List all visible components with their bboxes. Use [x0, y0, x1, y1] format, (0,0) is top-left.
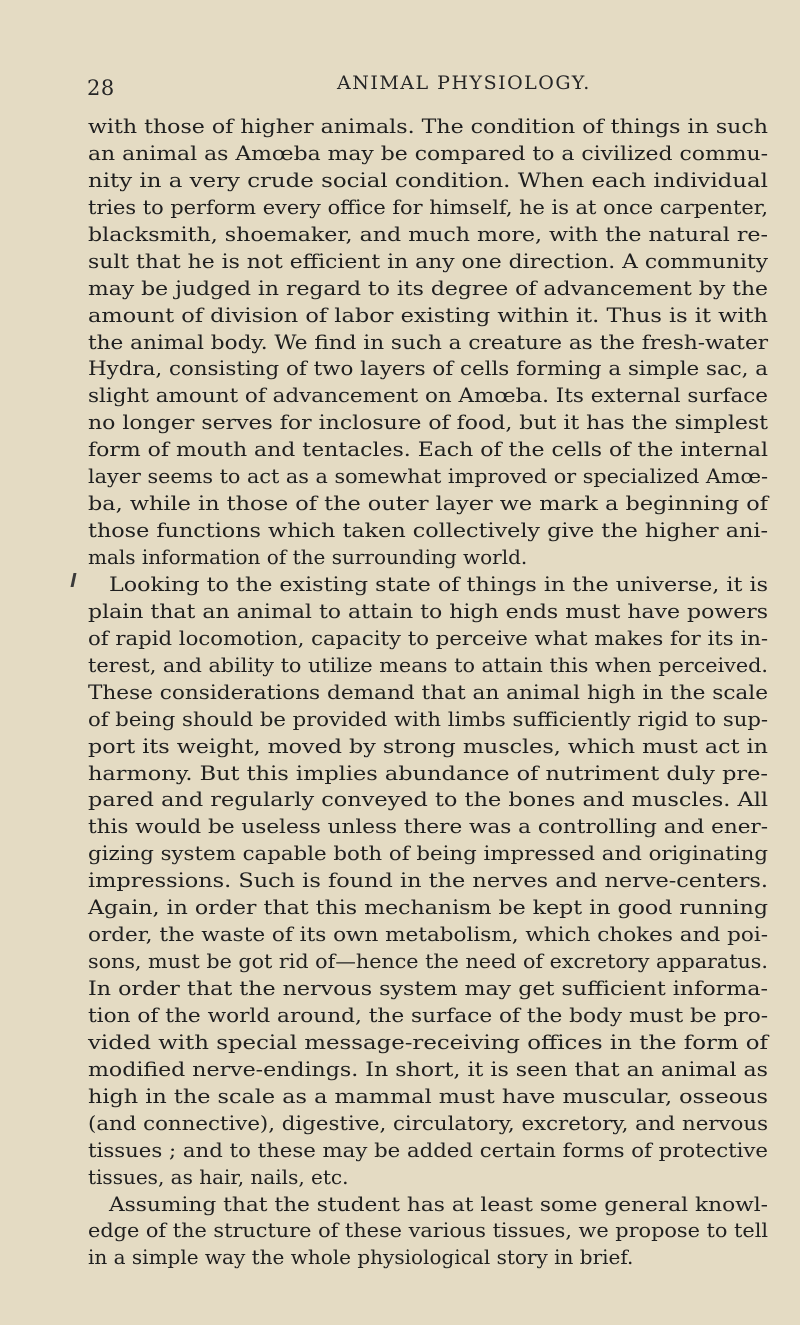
text-line-content: tissues ; and to these may be added certain forms of protective	[88, 1137, 768, 1162]
text-line	[88, 436, 768, 463]
text-line-content: those functions which taken collectively give the higher ani-	[88, 518, 769, 543]
text-line-content: Again, in order that this mechanism be kept in good running	[88, 895, 768, 920]
text-line-content: gizing system capable both of being impressed and originating	[88, 841, 768, 866]
text-line	[88, 625, 768, 652]
text-line-content: high in the scale as a mammal must have muscular, osseous	[88, 1083, 768, 1108]
text-line	[88, 598, 768, 625]
text-line	[88, 1217, 768, 1244]
text-line-content: In order that the nervous system may get sufficient informa-	[88, 976, 768, 1000]
text-line	[88, 894, 768, 921]
text-line	[88, 1029, 768, 1056]
text-line-content: an animal as Amœba may be compared to a civilized commu-	[88, 140, 768, 165]
text-line-content: the animal body. We find in such a creature as the fresh-water	[88, 329, 769, 354]
text-line	[88, 840, 768, 867]
text-line	[88, 1164, 768, 1191]
text-line-content: nity in a very crude social condition. When each individual	[88, 167, 768, 192]
text-line-content: harmony. But this implies abundance of nutriment duly pre-	[88, 760, 768, 785]
text-line-content: sons, must be got rid of—hence the need of excretory apparatus.	[88, 949, 768, 974]
text-line	[88, 921, 768, 948]
text-line	[88, 221, 768, 248]
text-line-content: sult that he is not efficient in any one direction. A community	[88, 248, 769, 273]
text-line	[88, 975, 768, 1002]
text-line-content: vided with special message-receiving offices in the form of	[88, 1029, 769, 1054]
text-line-content: with those of higher animals. The condition of things in such	[88, 114, 768, 138]
text-line	[88, 409, 768, 436]
running-head-title: ANIMAL PHYSIOLOGY.	[337, 72, 591, 94]
text-line	[88, 140, 768, 167]
text-line-content: in a simple way the whole physiological story in brief.	[88, 1245, 634, 1270]
text-line	[88, 760, 768, 787]
text-line	[88, 571, 768, 598]
text-line-content: tries to perform every office for himself, he is at once carpenter,	[88, 194, 769, 219]
text-line	[88, 355, 768, 382]
text-line	[88, 786, 768, 813]
text-line	[88, 167, 768, 194]
text-line-content: Hydra, consisting of two layers of cells forming a simple sac, a	[88, 356, 769, 381]
text-line	[88, 1137, 768, 1164]
text-line-content: Looking to the existing state of things in the universe, it is	[109, 571, 768, 596]
text-line	[88, 194, 768, 221]
text-line-content: These considerations demand that an animal high in the scale	[88, 679, 768, 704]
text-line-content: edge of the structure of these various tissues, we propose to tell	[88, 1218, 769, 1243]
text-line-content: port its weight, moved by strong muscles, which must act in	[88, 733, 769, 758]
text-line-content: form of mouth and tentacles. Each of the cells of the internal	[88, 437, 768, 462]
text-line-content: plain that an animal to attain to high ends must have powers	[88, 598, 769, 623]
text-line	[88, 517, 768, 544]
text-line	[88, 679, 768, 706]
text-line	[88, 948, 768, 975]
text-line	[88, 382, 768, 409]
body-text	[88, 113, 768, 1271]
text-line-content: order, the waste of its own metabolism, which chokes and poi-	[88, 922, 768, 947]
text-line	[88, 1083, 768, 1110]
text-line-content: impressions. Such is found in the nerves and nerve-centers.	[88, 868, 769, 893]
text-line	[88, 248, 768, 275]
text-line-content: terest, and ability to utilize means to attain this when perceived.	[88, 652, 768, 677]
text-line	[88, 113, 768, 140]
text-line-content: slight amount of advancement on Amœba. Its external surface	[88, 383, 768, 408]
text-line	[88, 813, 768, 840]
text-line-content: tissues, as hair, nails, etc.	[88, 1164, 349, 1189]
text-line-content: pared and regularly conveyed to the bones and muscles. All	[88, 787, 769, 812]
text-line	[88, 463, 768, 490]
text-line	[88, 1191, 768, 1218]
text-line	[88, 1056, 768, 1083]
text-line-content: of rapid locomotion, capacity to perceive what makes for its in-	[88, 625, 769, 650]
text-line	[88, 1002, 768, 1029]
text-line	[88, 1244, 768, 1271]
text-line-content: mals information of the surrounding world.	[88, 545, 528, 569]
text-line	[88, 544, 768, 571]
text-line-content: tion of the world around, the surface of the body must be pro-	[88, 1002, 769, 1027]
text-line	[88, 867, 768, 894]
text-line	[88, 1110, 768, 1137]
margin-mark	[71, 573, 77, 587]
text-line	[88, 490, 768, 517]
text-line-content: of being should be provided with limbs sufficiently rigid to sup-	[88, 706, 769, 731]
text-line	[88, 652, 768, 679]
text-line-content: Assuming that the student has at least some general knowl-	[109, 1191, 768, 1216]
text-line	[88, 706, 768, 733]
text-line-content: amount of division of labor existing within it. Thus is it with	[88, 302, 768, 327]
page-number: 28	[87, 76, 115, 100]
text-line-content: layer seems to act as a somewhat improved or specialized Amœ-	[88, 464, 769, 489]
text-line-content: may be judged in regard to its degree of advancement by the	[88, 275, 769, 300]
text-line-content: modified nerve-endings. In short, it is seen that an animal as	[88, 1056, 769, 1081]
text-line	[88, 275, 768, 302]
text-line-content: blacksmith, shoemaker, and much more, with the natural re-	[88, 221, 768, 246]
text-line	[88, 733, 768, 760]
text-line	[88, 302, 768, 329]
text-line-content: ba, while in those of the outer layer we mark a beginning of	[88, 491, 768, 516]
text-line-content: no longer serves for inclosure of food, but it has the simplest	[88, 410, 769, 435]
text-line	[88, 329, 768, 356]
text-line-content: (and connective), digestive, circulatory, excretory, and nervous	[88, 1110, 769, 1135]
text-line-content: this would be useless unless there was a controlling and ener-	[88, 814, 769, 839]
